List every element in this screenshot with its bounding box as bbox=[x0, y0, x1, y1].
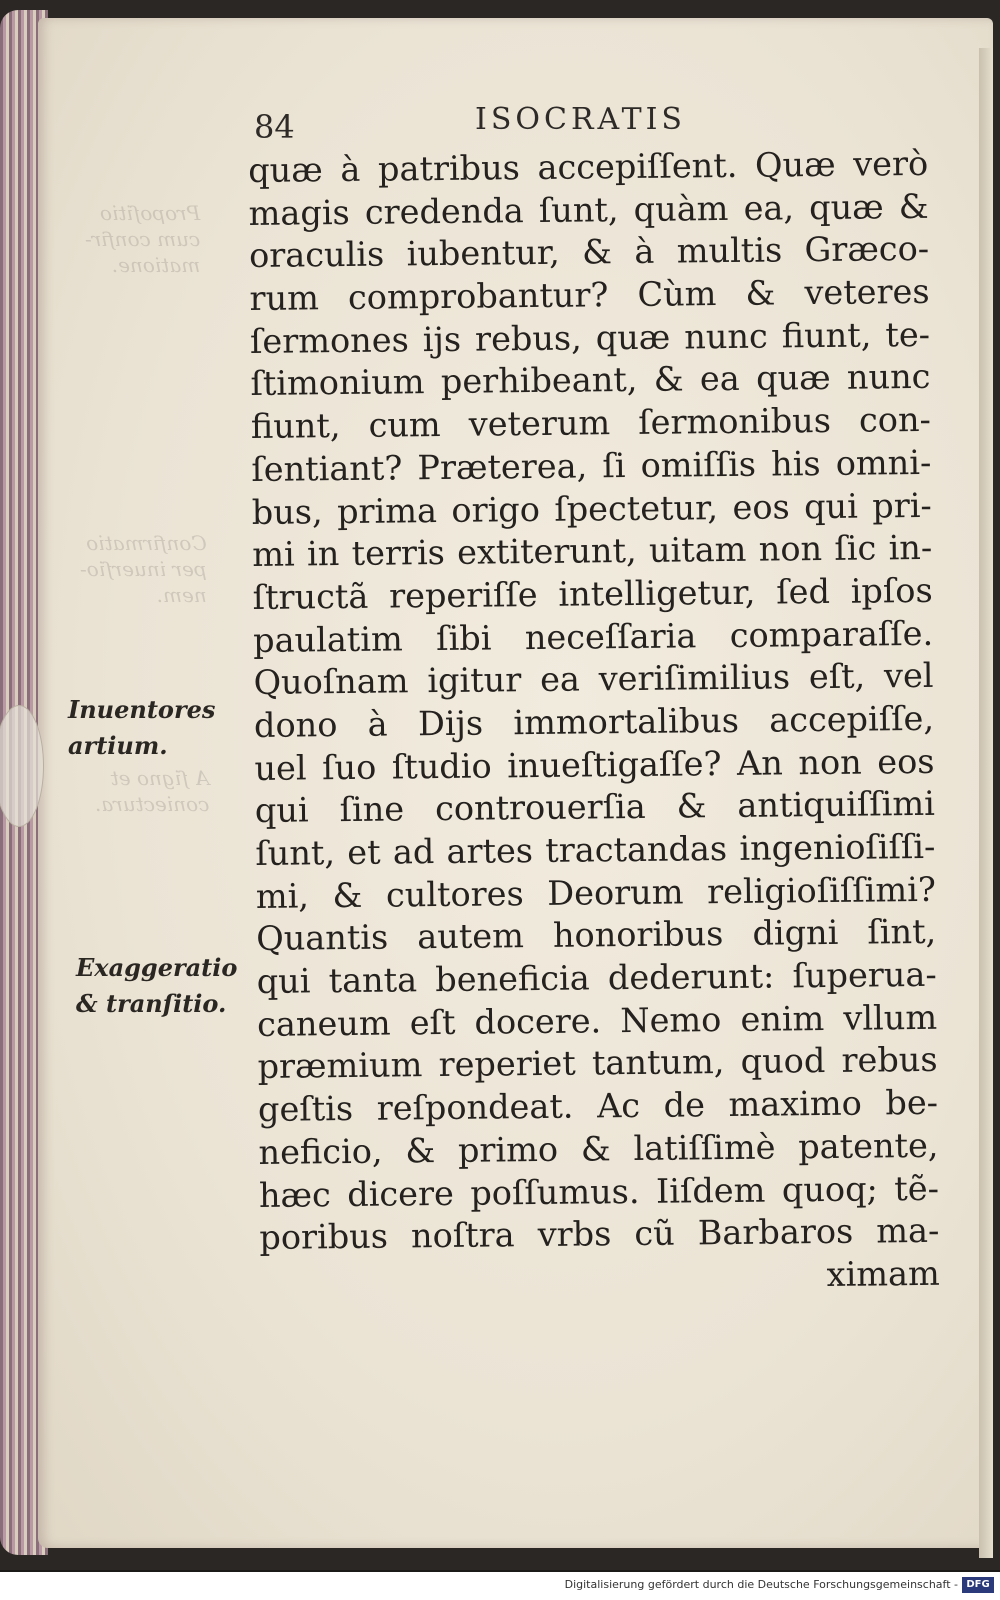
text-line: ſtructã reperiſſe intelligetur, ſed ipſos bbox=[252, 570, 933, 617]
text-line: neficio, & primo & latiſſimè patente, bbox=[258, 1125, 939, 1172]
main-text-block bbox=[248, 143, 940, 1303]
margin-note-line: & tranſitio. bbox=[76, 989, 227, 1018]
dfg-logo: DFG bbox=[962, 1577, 994, 1593]
text-line: hæc dicere poſſumus. Iiſdem quoq; tẽ- bbox=[258, 1168, 940, 1215]
text-line: poribus noſtra vrbs cũ Barbaros ma- bbox=[259, 1211, 940, 1258]
text-line: ximam bbox=[826, 1253, 941, 1294]
text-line: ſermones ijs rebus, quæ nunc fiunt, te- bbox=[249, 314, 931, 361]
text-line: geſtis reſpondeat. Ac de maximo be- bbox=[257, 1082, 939, 1130]
text-line: qui ſine controuerſia & antiquiſſimi bbox=[254, 784, 936, 831]
text-line: paulatim ſibi neceſſaria comparaſſe. bbox=[252, 613, 934, 660]
bleed-through-note-1: Propoſitio cum confir- matione. bbox=[85, 201, 201, 277]
margin-note-inventores bbox=[68, 692, 248, 764]
text-line: uel ſuo ſtudio inueſtigaſſe? An non eos bbox=[254, 741, 935, 788]
text-line: bus, prima origo ſpectetur, eos qui pri- bbox=[251, 485, 932, 532]
text-line: Quantis autem honoribus digni ſint, bbox=[256, 912, 937, 959]
text-line: fiunt, cum veterum ſermonibus con- bbox=[250, 399, 932, 447]
page-number: 84 bbox=[254, 108, 295, 146]
text-line: qui tanta beneficia dederunt: ſuperua- bbox=[256, 954, 937, 1002]
text-line: ſtimonium perhibeant, & ea quæ nunc bbox=[250, 357, 931, 404]
text-line: mi in terris extiterunt, uitam non ſic in- bbox=[252, 528, 933, 575]
text-line: præmium reperiet tantum, quod rebus bbox=[257, 1040, 938, 1087]
facing-page-edge bbox=[979, 48, 993, 1558]
text-line: magis credenda ſunt, quàm ea, quæ & bbox=[248, 186, 929, 233]
text-line: mi, & cultores Deorum religioſiſſimi? bbox=[255, 869, 936, 916]
page-header bbox=[250, 100, 930, 150]
footer-credit: Digitalisierung gefördert durch die Deutsche Forschungsgemeinschaft - bbox=[564, 1578, 958, 1591]
margin-note-line: artium. bbox=[68, 731, 168, 760]
text-line: oraculis iubentur, & à multis Græco- bbox=[248, 229, 930, 276]
text-line: ſentiant? Præterea, ſi omiſſis his omni- bbox=[251, 442, 932, 489]
running-head: ISOCRATIS bbox=[475, 102, 686, 137]
text-line: ſunt, et ad artes tractandas ingenioſiſſi- bbox=[255, 826, 936, 873]
margin-note-exaggeratio bbox=[76, 950, 256, 1022]
margin-note-line: Inuentores bbox=[68, 695, 216, 724]
margin-note-line: Exaggeratio bbox=[76, 953, 238, 982]
text-line: dono à Dijs immortalibus accepiſſe, bbox=[253, 698, 935, 745]
bleed-through-note-2: Confirmatio per inuerſio- nem. bbox=[80, 531, 207, 607]
footer-bar bbox=[0, 1572, 1000, 1600]
text-line: Quoſnam igitur ea veriſimilius eſt, vel bbox=[253, 656, 934, 703]
text-line: caneum eſt docere. Nemo enim vllum bbox=[256, 997, 938, 1044]
text-line: rum comprobantur? Cùm & veteres bbox=[249, 271, 930, 319]
bleed-through-note-3: A ſigno et coniectura. bbox=[95, 766, 210, 816]
text-line: quæ à patribus accepiſſent. Quæ verò bbox=[248, 143, 929, 190]
